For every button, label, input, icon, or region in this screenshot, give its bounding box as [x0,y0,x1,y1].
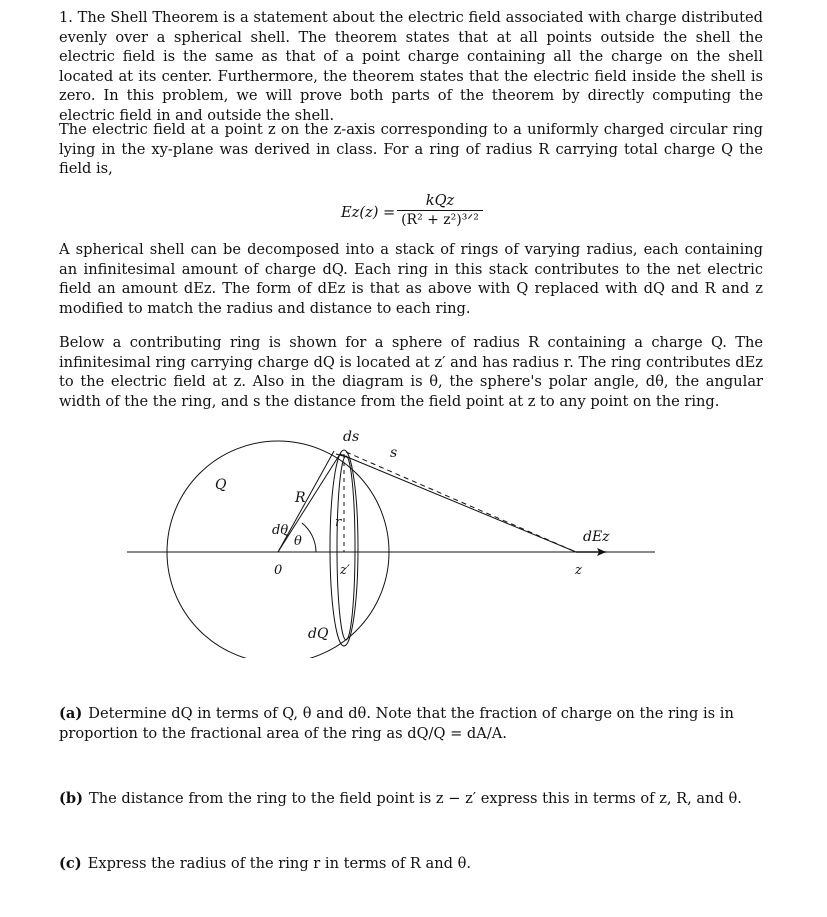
equation-lhs: Ez(z) = [341,204,396,221]
ring-inner-ellipse [337,456,355,640]
ring-field-paragraph: The electric field at a point z on the z-axis corresponding to a uniformly charged circular ring lying in the xy-plane was derived in class. For a ring of radius R carrying total charge Q the field is, [59,121,763,177]
label-dtheta: dθ [272,523,289,538]
distance-s-dashed [346,452,576,552]
label-origin: 0 [274,563,283,578]
decomposition-paragraph: A spherical shell can be decomposed into a stack of rings of varying radius, each containing an infinitesimal amount of charge dQ. Each ring in this stack contributes to the net electric field an amount dEz. The form of dEz is that as above with Q replaced with dQ and R and z modified to match the radius and distance to each ring. [59,241,763,317]
ring-to-field-line [340,454,576,552]
label-dQ: dQ [308,626,329,642]
equation-numerator: kQz [425,192,455,209]
equation-fraction [397,192,483,229]
label-ds: ds [343,429,360,445]
label-r: r [335,515,342,530]
part-a-text: Determine dQ in terms of Q, θ and dθ. Note that the fraction of charge on the ring is in proportion to the fractional area of the ring as dQ/Q = dA/A. [59,705,734,742]
label-dEz: dEz [583,529,610,545]
diagram-description-paragraph: Below a contributing ring is shown for a sphere of radius R containing a charge Q. The infinitesimal ring carrying charge dQ is located at z′ and has radius r. The ring contributes dEz to the electric field at z. Also in the diagram is θ, the sphere's polar angle, dθ, the angular width of the the ring, and s the distance from the field point at z to any point on the ring. [59,334,763,410]
fraction-bar [397,210,483,211]
shell-ring-diagram [0,418,827,658]
label-zprime: z′ [340,563,350,578]
part-b-label: (b) [59,790,84,807]
part-a-label: (a) [59,705,83,722]
part-b-text: The distance from the ring to the field point is z − z′ express this in terms of z, R, and θ. [89,790,742,807]
label-theta: θ [294,534,302,549]
label-s: s [390,445,398,461]
sphere-outline [167,441,389,658]
part-c [59,854,769,874]
label-z: z [575,563,582,578]
part-c-label: (c) [59,855,82,872]
part-b [59,789,769,809]
theta-arc [302,523,316,552]
part-a [59,704,769,743]
equation-denominator: (R² + z²)³ᐟ² [401,212,479,228]
label-R: R [295,490,306,506]
intro-paragraph: 1. The Shell Theorem is a statement about the electric field associated with charge distributed evenly over a spherical shell. The theorem states that at all points outside the shell the electric field is the same as that of a point charge containing all the charge on the shell located at its center. Furthermore, the theorem states that the electric field inside the shell is zero. In this problem, we will prove both parts of the theorem by directly computing the electric field in and outside the shell. [59,9,763,124]
part-c-text: Express the radius of the ring r in terms of R and θ. [87,855,472,872]
label-Q: Q [215,477,227,493]
ring-field-equation [0,192,827,232]
